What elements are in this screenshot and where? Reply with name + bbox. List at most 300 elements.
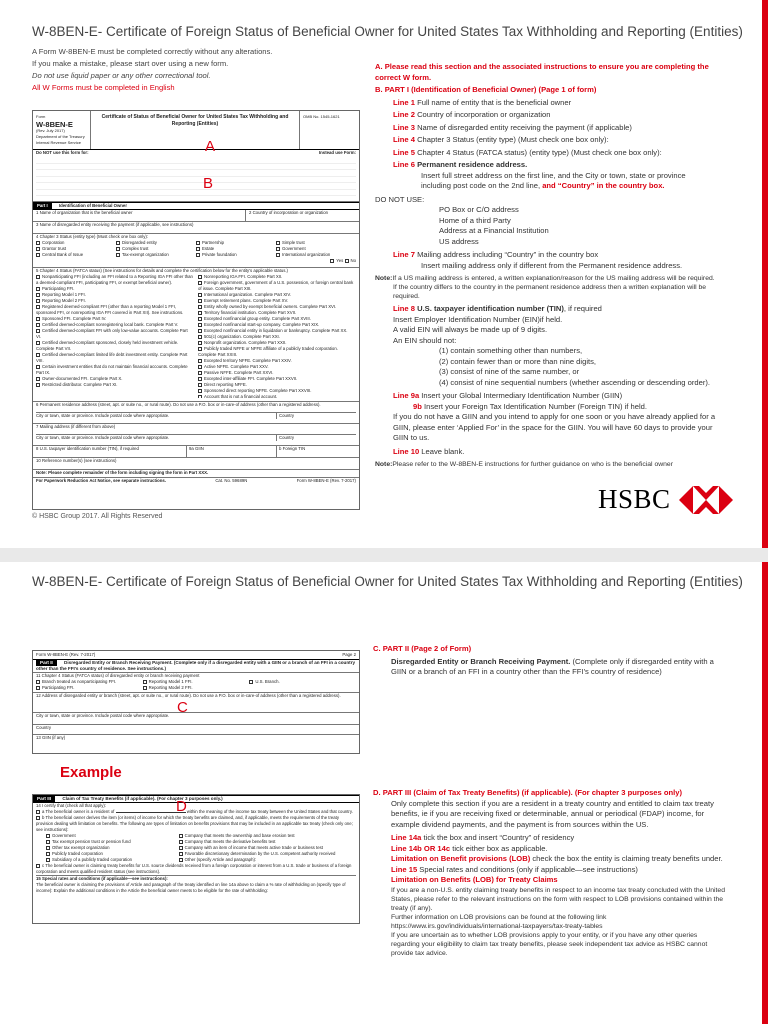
form-footer-right: Form W-8BEN-E (Rev. 7-2017) [296,478,356,483]
form-line-14b-text: b The beneficial owner derives the item (or items) of income for which the treaty benefits are claimed, and, if applicable, meets the requirements of the treaty provision dealing with limitation on benefits. The following are types of limitation on benefits provisions that may be included in an applicable tax treaty (check only one; see instructions): [36,815,353,832]
line-6-text: Permanent residence address. [417,160,528,169]
line-14b-checkbox[interactable] [36,816,40,820]
option-checkbox[interactable] [36,341,40,345]
form-line-1-2 [33,210,359,222]
lob-para-3: If you are uncertain as to whether LOB provisions apply to your entity, or if you have any other queries regarding your eligibility to claim tax treaty benefits, please seek independent tax advice as HSBC cannot provide tax advice. [391,931,708,957]
option-checkbox[interactable] [46,858,50,862]
option-checkbox[interactable] [276,247,280,251]
line-6-num: Line 6 [393,160,415,169]
page-2-red-bar [762,562,768,1024]
line-8-text-2: , if required [563,304,602,313]
ein-rule-1: (1) contain something other than numbers, [439,346,583,355]
option-label: Excepted inter-affiliate FFI. Complete Part XXVII. [204,376,298,381]
form-footer [33,478,359,484]
section-a-heading: A. Please read this section and the associated instructions to ensure you are completing the correct W form. [375,62,709,82]
lob-para-2: Further information on LOB provisions can be found at the following link [391,913,607,921]
page-2-title: W-8BEN-E- Certificate of Foreign Status of Beneficial Owner for United States Tax Withholding and Reporting (Entities) [32,574,743,589]
option-label: Tax exempt pension trust or pension fund [52,839,131,844]
option-checkbox[interactable] [198,293,202,297]
giin-note: If you do not have a GIIN and you intend to apply for one soon or you have already applied for a GIIN, please enter ‘Applied For’ in the space for the GIIN. You will have 60 days to provide your GIIN to us. [393,412,716,442]
note-1-text: If a US mailing address is entered, a written explanation/reason for the US mailing address will be required. [392,275,715,282]
line-9b-num: 9b [413,401,422,411]
option-checkbox[interactable] [198,275,202,279]
option-label: International organization. Complete Part XIV. [204,292,292,297]
line-8-text: U.S. taxpayer identification number (TIN) [417,304,564,313]
option-checkbox[interactable] [179,852,183,856]
option-label: Participating FFI. [42,685,75,690]
option-checkbox[interactable] [36,253,40,257]
option-checkbox[interactable] [179,846,183,850]
form-line-1: 1 Name of organization that is the beneficial owner [36,210,246,221]
form-option [116,252,196,258]
option-label: Other (specify Article and paragraph): [184,857,257,862]
form-line-7-label: 7 Mailing address (if different from above) [36,424,116,429]
page-1-title: W-8BEN-E- Certificate of Foreign Status of Beneficial Owner for United States Tax Withholding and Reporting (Entities) [32,24,743,39]
line-14c-checkbox[interactable] [36,864,40,868]
form-line-14a-text-2: within the meaning of the income tax treaty between the United States and that country. [186,809,353,814]
option-checkbox[interactable] [36,317,40,321]
line-2-row [375,110,725,121]
note-2-label: Note: [375,461,393,468]
option-label: Foreign government, government of a U.S. possession, or foreign central bank of issue. Complete Part XIII. [198,280,354,291]
form-line-7-country: Country [276,435,356,441]
option-label: Account that is not a financial account. [204,394,278,398]
option-checkbox[interactable] [196,247,200,251]
option-checkbox[interactable] [36,377,40,381]
option-label: Certified deemed-compliant FFI with only low-value accounts. Complete Part VI. [36,328,188,339]
line-6-row [375,160,725,171]
form-line-10: 10 Reference number(s) (see instructions) [33,458,359,470]
option-label: Subsidiary of a publicly traded corporation [52,857,133,862]
option-checkbox[interactable] [196,241,200,245]
line-14a-row [391,833,725,844]
marker-c: C [177,699,188,716]
form-line-6-city [36,412,356,419]
form-option [36,328,194,340]
form-name: W-8BEN-E [36,120,73,129]
option-label: Favorable discretionary determination by the U.S. competent authority received [184,851,336,856]
option-label: Corporation [42,240,65,245]
hsbc-logo-text: HSBC [598,484,671,514]
option-checkbox[interactable] [198,299,202,303]
form-line-7 [33,424,359,446]
option-checkbox[interactable] [36,353,40,357]
option-label: Reporting Model 2 FFI. [42,298,86,303]
option-checkbox[interactable] [36,241,40,245]
line-3-row [375,123,725,134]
form-part-2-title: Disregarded Entity or Branch Receiving Payment. (Complete only if a disregarded entity with a GIIN or a branch of an FFI in a country other than the FFI's country of residence. See instructions.) [36,660,356,671]
ein-rule-4: (4) consist of nine sequential numbers (whether ascending or descending order). [439,377,710,387]
option-label: Company that meets the derivative benefits test [184,839,276,844]
form-id [33,111,91,149]
w8bene-form-page-1 [32,110,360,510]
line-9a-row [375,391,725,402]
option-label: Estate [202,246,215,251]
lob-text: check the box the entity is claiming treaty benefits under. [532,854,723,863]
instructions-part-2 [373,644,725,678]
ein-rule-2: (2) contain fewer than or more than nine digits, [439,356,597,366]
form-line-14b [36,815,356,833]
line-4-text: Chapter 3 Status (entity type) (Must check one box only): [417,135,609,144]
form-option [36,304,194,316]
line-14b-row [391,844,725,855]
option-label: Nonprofit organization. Complete Part XXII. [204,340,287,345]
form-do-not-use-label: Do NOT use this form for: [36,150,89,155]
option-checkbox[interactable] [46,840,50,844]
option-checkbox[interactable] [143,686,147,690]
option-label: Excepted territory NFFE. Complete Part XXIV. [204,358,292,363]
option-label: Simple trust [282,240,305,245]
copyright: © HSBC Group 2017. All Rights Reserved [32,513,163,520]
form-option [143,685,250,691]
line-8-num: Line 8 [393,304,415,313]
form-line-6-country: Country [276,413,356,419]
option-checkbox[interactable] [198,281,202,285]
form-line-5-right [198,274,356,398]
form-option [36,340,194,352]
line-7-num: Line 7 [393,250,415,259]
option-checkbox[interactable] [36,247,40,251]
option-checkbox[interactable] [36,686,40,690]
option-label: Complex trust [122,246,149,251]
form-part-3-title: Claim of Tax Treaty Benefits (if applicable). (For chapter 3 purposes only.) [62,796,223,801]
form-line-9b: b Foreign TIN [276,446,356,457]
form-dept: Department of the Treasury Internal Revenue Service [36,134,85,145]
form-line-5-columns [36,274,356,398]
line-9a-text: Insert your Global Intermediary Identification Number (GIIN) [421,391,623,400]
dnu-item-3: Address at a Financial Institution [439,226,549,235]
option-label: Publicly traded NFFE or NFFE affiliate of a publicly traded corporation. Complete Part XXIII. [198,346,338,357]
option-checkbox[interactable] [198,377,202,381]
section-c-heading: C. PART II (Page 2 of Form) [373,644,472,653]
form-yes-no [36,258,356,264]
form-line-6 [33,402,359,424]
line-15-num: Line 15 [391,864,418,874]
line-1-text: Full name of entity that is the beneficial owner [417,97,572,107]
option-checkbox[interactable] [116,241,120,245]
form-option [196,252,276,258]
line-14a-text: tick the box and insert “Country” of residency [423,833,575,842]
option-checkbox[interactable] [36,287,40,291]
option-checkbox[interactable] [198,329,202,333]
option-checkbox[interactable] [198,311,202,315]
option-checkbox[interactable] [36,323,40,327]
option-checkbox[interactable] [198,371,202,375]
option-label: Other tax exempt organization [52,845,110,850]
option-checkbox[interactable] [46,852,50,856]
form-option [36,252,116,258]
intro-line-2: If you make a mistake, please start over using a new form. [32,59,229,68]
form-line-8: 8 U.S. taxpayer identification number (TIN), if required [36,446,139,451]
line-5-row [375,148,725,159]
form-line-14a-blank[interactable] [116,812,186,813]
form-option [36,274,194,286]
option-checkbox[interactable] [198,323,202,327]
line-6-desc-2 [421,181,725,192]
form-line-8-9 [33,446,359,458]
form-line-11 [33,673,359,693]
form-footer-cat: Cat. No. 59689N [215,478,248,483]
option-label: Excepted nonfinancial group entity. Complete Part XVIII. [204,316,311,321]
option-label: U.S. Branch. [255,679,280,684]
line-1-row [375,98,725,109]
line-10-row [375,447,725,458]
option-label: Government [282,246,306,251]
option-label: Disregarded entity [122,240,157,245]
line-14b-num: Line 14b OR 14c [391,843,451,853]
option-checkbox[interactable] [46,834,50,838]
option-label: 501(c) organization. Complete Part XXI. [204,334,280,339]
form-option [36,364,194,376]
line-4-num: Line 4 [393,135,415,144]
yes-label: Yes [336,258,344,263]
option-checkbox[interactable] [116,253,120,257]
option-label: Territory financial institution. Complete Part XVII. [204,310,297,315]
option-checkbox[interactable] [198,365,202,369]
form-line-13: 13 GIIN (if any) [36,735,66,740]
option-label: Participating FFI. [42,286,75,291]
dnu-item-2: Home of a third Party [439,215,511,225]
hsbc-logo [598,484,733,515]
option-label: Central Bank of Issue [42,252,84,257]
section-b-heading: B. PART I (Identification of Beneficial Owner) (Page 1 of form) [375,85,597,94]
option-label: Certain investment entities that do not maintain financial accounts. Complete Part IX. [36,364,188,375]
line-8-row [375,304,725,315]
option-label: Publicly traded corporation [52,851,103,856]
form-part-2 [32,650,360,754]
section-d-heading: D. PART III (Claim of Tax Treaty Benefits) (if applicable). (For chapter 3 purposes only) [373,788,683,797]
form-line-4-label: 4 Chapter 3 Status (entity type) (Must check one box only): [36,234,149,239]
form-line-14a-text: a The beneficial owner is a resident of [42,809,115,814]
option-checkbox[interactable] [196,253,200,257]
hsbc-hexagon-icon [679,486,733,514]
page-2 [0,562,768,1024]
form-line-4-boxes [36,240,356,258]
line-3-text: Name of disregarded entity receiving the payment (if applicable) [417,122,632,132]
option-checkbox[interactable] [249,680,253,684]
option-checkbox[interactable] [198,335,202,339]
section-d-text: Only complete this section if you are a resident in a treaty country and entitled to claim tax treaty benefits, ie if you are receiving fixed or determinable, annual or periodical (FDAP) income, for example dividend payments, and the payment is from sources within the US. [391,798,714,829]
form-option [36,382,194,388]
form-option [198,280,356,292]
form-part-2-page: Page 2 [342,652,356,657]
option-label: Private foundation [202,252,237,257]
option-label: Restricted distributor. Complete Part XI. [42,382,118,387]
line-14b-text: tick either box as applicable. [452,843,548,853]
marker-b: B [203,175,214,192]
option-label: Sponsored direct reporting NFFE. Complete Part XXVIII. [204,388,312,393]
form-line-2: 2 Country of incorporation or organization [249,210,329,215]
example-label: Example [60,764,122,781]
option-checkbox[interactable] [198,395,202,398]
form-option [36,352,194,364]
marker-d: D [176,798,187,815]
option-label: Reporting Model 1 FFI. [148,679,193,684]
form-line-14: 14 I certify that (check all that apply): [36,803,106,808]
option-label: Grantor trust [42,246,67,251]
form-heading: Certificate of Status of Beneficial Owner for United States Tax Withholding and Reporting (Entities) [101,114,289,127]
option-label: Direct reporting NFFE. [204,382,247,387]
section-c-title: Disregarded Entity or Branch Receiving Payment. [391,656,571,666]
option-checkbox[interactable] [36,329,40,333]
lob-options-left [46,833,173,863]
option-label: Tax-exempt organization [122,252,169,257]
option-label: Registered deemed-compliant FFI (other than a reporting Model 1 FFI, sponsored FFI, or nonreporting IGA FFI covered in Part XII). See instructions. [36,304,184,315]
line-2-num: Line 2 [393,110,415,119]
instructions-part-3 [373,788,725,958]
form-part-3-bar [33,795,359,803]
ein-rule-3: (3) consist of nine of the same number, or [439,367,580,376]
line-3-num: Line 3 [393,122,415,132]
option-label: Nonreporting IGA FFI. Complete Part XII. [204,274,283,279]
dnu-item-1: PO Box or C/O address [439,205,519,214]
note-1-line-2: If the country differs to the country in the permanent residence address then a written explanation will be required. [393,284,707,300]
form-line-11-label: 11 Chapter 4 Status (FATCA status) of disregarded entity or branch receiving payment [36,673,200,678]
option-checkbox[interactable] [198,305,202,309]
form-footer-left: For Paperwork Reduction Act Notice, see separate instructions. [36,478,166,483]
line-9b-text: Insert your Foreign Tax Identification Number (Foreign TIN) if held. [424,401,647,411]
line-8-desc-1: Insert Employer Identification Number (EIN)if held. [393,314,563,324]
note-1 [375,274,725,283]
note-2 [375,460,725,469]
line-15-row [391,865,725,876]
option-label: Exempt retirement plans. Complete Part XV. [204,298,289,303]
option-checkbox[interactable] [36,383,40,387]
option-checkbox[interactable] [198,383,202,387]
form-option [198,394,356,398]
lines-1-5 [375,98,725,159]
option-checkbox[interactable] [36,275,40,279]
option-checkbox[interactable] [179,834,183,838]
section-c-desc: (Complete only if disregarded entity with a GIIN or a branch of an FFI in a country other than the FFI’s country of residence) [391,656,714,676]
option-label: Sponsored FFI. Complete Part IV. [42,316,107,321]
form-line-4 [33,234,359,268]
option-label: Reporting Model 2 FFI. [148,685,193,690]
yes-checkbox[interactable] [330,259,334,263]
line-5-num: Line 5 [393,147,415,157]
line-14a-checkbox[interactable] [36,810,40,814]
line-15-text: Special rates and conditions (only if applicable—see instructions) [419,864,638,874]
option-checkbox[interactable] [179,840,183,844]
option-checkbox[interactable] [36,680,40,684]
note-1-label: Note: [375,275,393,282]
form-line-14c-text: c The beneficial owner is claiming treaty benefits for U.S. source dividends received from a foreign corporation or interest from a U.S. trade or business of a foreign corporation and meets qualified resident status (see instructions). [36,863,352,874]
line-1-num: Line 1 [393,97,415,107]
option-checkbox[interactable] [276,253,280,257]
option-checkbox[interactable] [198,389,202,393]
form-line-14c [36,863,356,875]
option-label: Passive NFFE. Complete Part XXVI. [204,370,274,375]
option-checkbox[interactable] [179,858,183,862]
form-option [249,679,356,685]
dnu-item-4: US address [439,236,479,246]
option-checkbox[interactable] [276,241,280,245]
form-line-7-city-label: City or town, state or province. Include postal code where appropriate. [36,435,170,440]
option-label: Excepted nonfinancial entity in liquidation or bankruptcy. Complete Part XX. [204,328,348,333]
form-header [33,111,359,150]
intro-line-3: Do not use liquid paper or any other correctional tool. [32,71,211,80]
form-line-15: 15 Special rates and conditions (if applicable—see instructions): [36,875,356,882]
option-checkbox[interactable] [46,846,50,850]
form-line-12-country: Country [33,725,359,735]
form-part-3 [32,794,360,924]
form-rev: (Rev. July 2017) [36,128,65,133]
option-label: Branch treated as nonparticipating FFI. [42,679,117,684]
line-9a-num: Line 9a [393,391,420,400]
section-c-text [391,657,725,678]
no-checkbox[interactable] [345,259,349,263]
option-checkbox[interactable] [36,365,40,369]
form-option [198,346,356,358]
form-part-2-bar [33,660,359,673]
lob-link[interactable]: https://www.irs.gov/individuals/international-taxpayers/tax-treaty-tables [391,922,603,930]
form-do-not-use [33,150,359,202]
form-line-12: 12 Address of disregarded entity or branch (street, apt. or suite no., or rural route). Do not use a P.O. box or in-care-of address (other than a registered address). [33,693,359,713]
option-checkbox[interactable] [36,299,40,303]
option-checkbox[interactable] [36,293,40,297]
form-line-6-city-label: City or town, state or province. Include postal code where appropriate. [36,413,170,418]
marker-a: A [205,138,216,155]
instructions-page-1 [375,62,725,469]
line-9b-row [413,402,725,413]
option-label: Reporting Model 1 FFI. [42,292,86,297]
form-line-5-label: 5 Chapter 4 Status (FATCA status) (See instructions for details and complete the certification below for the entity's applicable status.) [36,268,288,273]
option-label: Government [52,833,76,838]
option-label: International organization [282,252,331,257]
note-2-text: Please refer to the W-8BEN-E instructions for further guidance on who is the beneficial owner [392,461,673,468]
option-checkbox[interactable] [36,305,40,309]
option-checkbox[interactable] [198,317,202,321]
line-8-desc-3: An EIN should not: [393,335,457,345]
form-line-7-city [36,434,356,441]
form-line-6-label: 6 Permanent residence address (street, apt. or suite no., or rural route). Do not use a P.O. box or in-care-of address (other than a registered address). [36,402,321,407]
line-7-row [375,250,725,261]
option-checkbox[interactable] [198,341,202,345]
lob-claims-heading: Limitation on Benefits (LOB) for Treaty Claims [391,875,558,884]
line-7-desc: Insert mailing address only if different from the Permanent residence address. [421,260,683,270]
form-part-3-body [33,803,359,894]
option-checkbox[interactable] [198,359,202,363]
lob-options [46,833,356,863]
form-line-12-city: City or town, state or province. Include postal code where appropriate. [33,713,359,725]
option-label: Company with an item of income that meets active trade or business test [184,845,323,850]
page-1-red-bar [762,0,768,548]
option-label: Nonparticipating FFI (including an FFI related to a Reporting IGA FFI other than a deemed-compliant FFI, participating FFI, or exempt beneficial owner). [36,274,193,285]
option-label: Active NFFE. Complete Part XXV. [204,364,269,369]
intro-text [32,46,272,94]
form-line-5-left [36,274,194,398]
form-part-3-label: Part III [33,796,55,802]
form-footer-note: Note: Please complete remainder of the form including signing the form in Part XXX. [33,470,359,478]
line-6-desc-2-red: and “Country” in the country box. [542,181,665,190]
option-label: Certified deemed-compliant limited life debt investment entity. Complete Part VIII. [36,352,188,363]
option-checkbox[interactable] [198,347,202,351]
lob-para-1: If you are a non-U.S. entity claiming treaty benefits in respect to an income tax treaty concluded with the United States, please refer to the relevant instructions on the form with respect to LOB provisions contained within the treaty (if any). [391,886,725,912]
page-gap [0,548,768,562]
line-10-num: Line 10 [393,446,420,456]
option-checkbox[interactable] [116,247,120,251]
form-part-1-label: Part I [33,203,52,209]
form-part-1-title: Identification of Beneficial Owner [58,203,127,208]
option-label: Excepted nonfinancial start-up company. Complete Part XIX. [204,322,320,327]
option-checkbox[interactable] [143,680,147,684]
lob-row [391,854,725,865]
form-line-5 [33,268,359,402]
no-label: No [350,258,356,263]
line-4-row [375,135,725,146]
intro-line-1: A Form W-8BEN-E must be completed correctly without any alterations. [32,47,273,56]
line-10-text: Leave blank. [421,446,465,456]
